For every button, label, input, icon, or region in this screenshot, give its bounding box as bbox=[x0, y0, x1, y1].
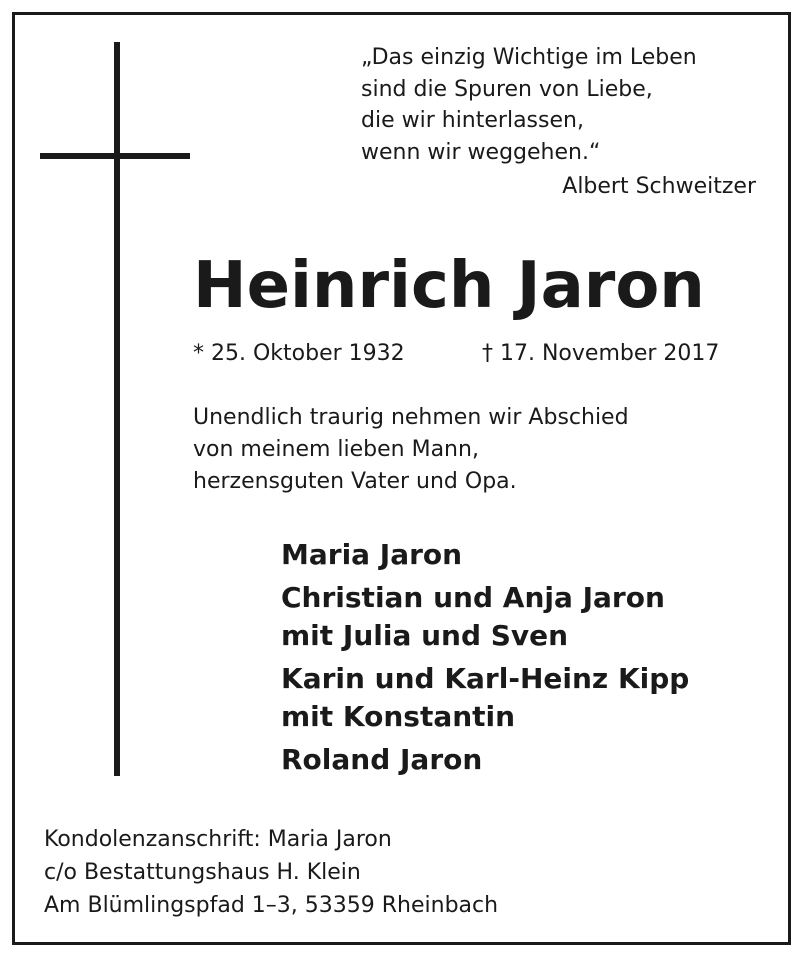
mourners-list bbox=[281, 534, 689, 780]
cross-icon-horizontal-bar bbox=[40, 153, 190, 159]
mourner-name: Karin und Karl-Heinz Kipp bbox=[281, 662, 690, 695]
quote-block bbox=[361, 42, 771, 168]
message-line: von meinem lieben Mann, bbox=[193, 437, 479, 462]
mourner-name: mit Julia und Sven bbox=[281, 619, 569, 652]
quote-line: „Das einzig Wichtige im Leben bbox=[361, 45, 697, 70]
mourner-name: Christian und Anja Jaron bbox=[281, 581, 665, 614]
birth-date: * 25. Oktober 1932 bbox=[193, 341, 405, 366]
quote-line: sind die Spuren von Liebe, bbox=[361, 76, 653, 102]
mourner-name: mit Konstantin bbox=[281, 700, 516, 733]
address-line: c/o Bestattungshaus H. Klein bbox=[44, 860, 361, 885]
quote-line: wenn wir weggehen.“ bbox=[361, 139, 601, 165]
quote-author: Albert Schweitzer bbox=[562, 174, 756, 199]
address-line: Kondolenzanschrift: Maria Jaron bbox=[44, 827, 392, 852]
deceased-name: Heinrich Jaron bbox=[193, 249, 705, 323]
mourner-name: Maria Jaron bbox=[281, 538, 463, 571]
death-date: † 17. November 2017 bbox=[482, 341, 720, 366]
condolence-address bbox=[44, 823, 498, 922]
mourner-name: Roland Jaron bbox=[281, 743, 483, 776]
message-line: Unendlich traurig nehmen wir Abschied bbox=[193, 405, 629, 430]
mourning-message bbox=[193, 402, 629, 498]
quote-line: die wir hinterlassen, bbox=[361, 108, 584, 133]
message-line: herzensguten Vater und Opa. bbox=[193, 469, 517, 494]
address-line: Am Blümlingspfad 1–3, 53359 Rheinbach bbox=[44, 893, 499, 918]
